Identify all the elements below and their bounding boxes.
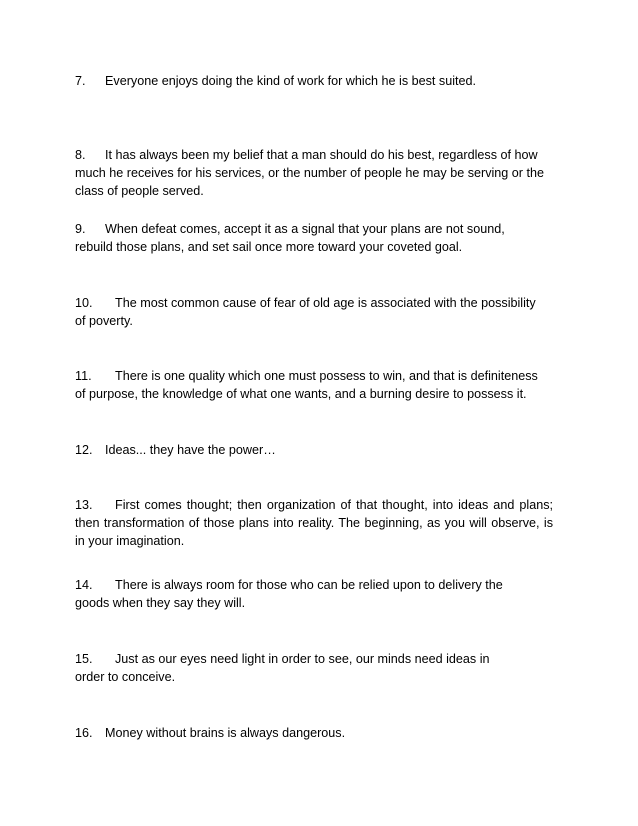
quote-text: Everyone enjoys doing the kind of work for which he is best suited.	[105, 74, 477, 88]
quote-text: First comes thought; then organization of that thought, into ideas and plans; then transformation of those plans into reality. The beginning, as you will observe, is in your imagination.	[75, 498, 553, 548]
quote-text: It has always been my belief that a man should do his best, regardless of how much he receives for his services, or the number of people he may be serving or the class of people served.	[75, 148, 545, 198]
quote-item-11	[75, 367, 545, 403]
quote-item-13	[75, 496, 553, 550]
quote-text: Just as our eyes need light in order to see, our minds need ideas in order to conceive.	[75, 652, 490, 684]
quote-text: When defeat comes, accept it as a signal that your plans are not sound, rebuild those plans, and set sail once more toward your coveted goal.	[75, 222, 505, 254]
quote-text: There is one quality which one must possess to win, and that is definiteness of purpose, the knowledge of what one wants, and a burning desire to possess it.	[75, 369, 538, 401]
quote-item-8	[75, 146, 553, 200]
quote-text: There is always room for those who can be relied upon to delivery the goods when they say they will.	[75, 578, 503, 610]
quote-number: 12.	[75, 443, 93, 457]
quote-number: 8.	[75, 148, 86, 162]
quote-item-16	[75, 724, 553, 742]
quote-item-15	[75, 650, 495, 686]
quote-text: Money without brains is always dangerous.	[105, 726, 346, 740]
quote-number: 13.	[75, 498, 93, 512]
quote-number: 10.	[75, 296, 93, 310]
quote-number: 11.	[75, 369, 92, 383]
quote-item-10	[75, 294, 540, 330]
quote-number: 16.	[75, 726, 93, 740]
quote-number: 14.	[75, 578, 93, 592]
quote-number: 15.	[75, 652, 93, 666]
quote-item-14	[75, 576, 505, 612]
quote-text: Ideas... they have the power…	[105, 443, 276, 457]
quote-text: The most common cause of fear of old age is associated with the possibility of poverty.	[75, 296, 536, 328]
quote-number: 9.	[75, 222, 86, 236]
quote-number: 7.	[75, 74, 86, 88]
quote-item-9	[75, 220, 515, 256]
quote-item-7	[75, 72, 553, 90]
quote-item-12	[75, 441, 553, 459]
